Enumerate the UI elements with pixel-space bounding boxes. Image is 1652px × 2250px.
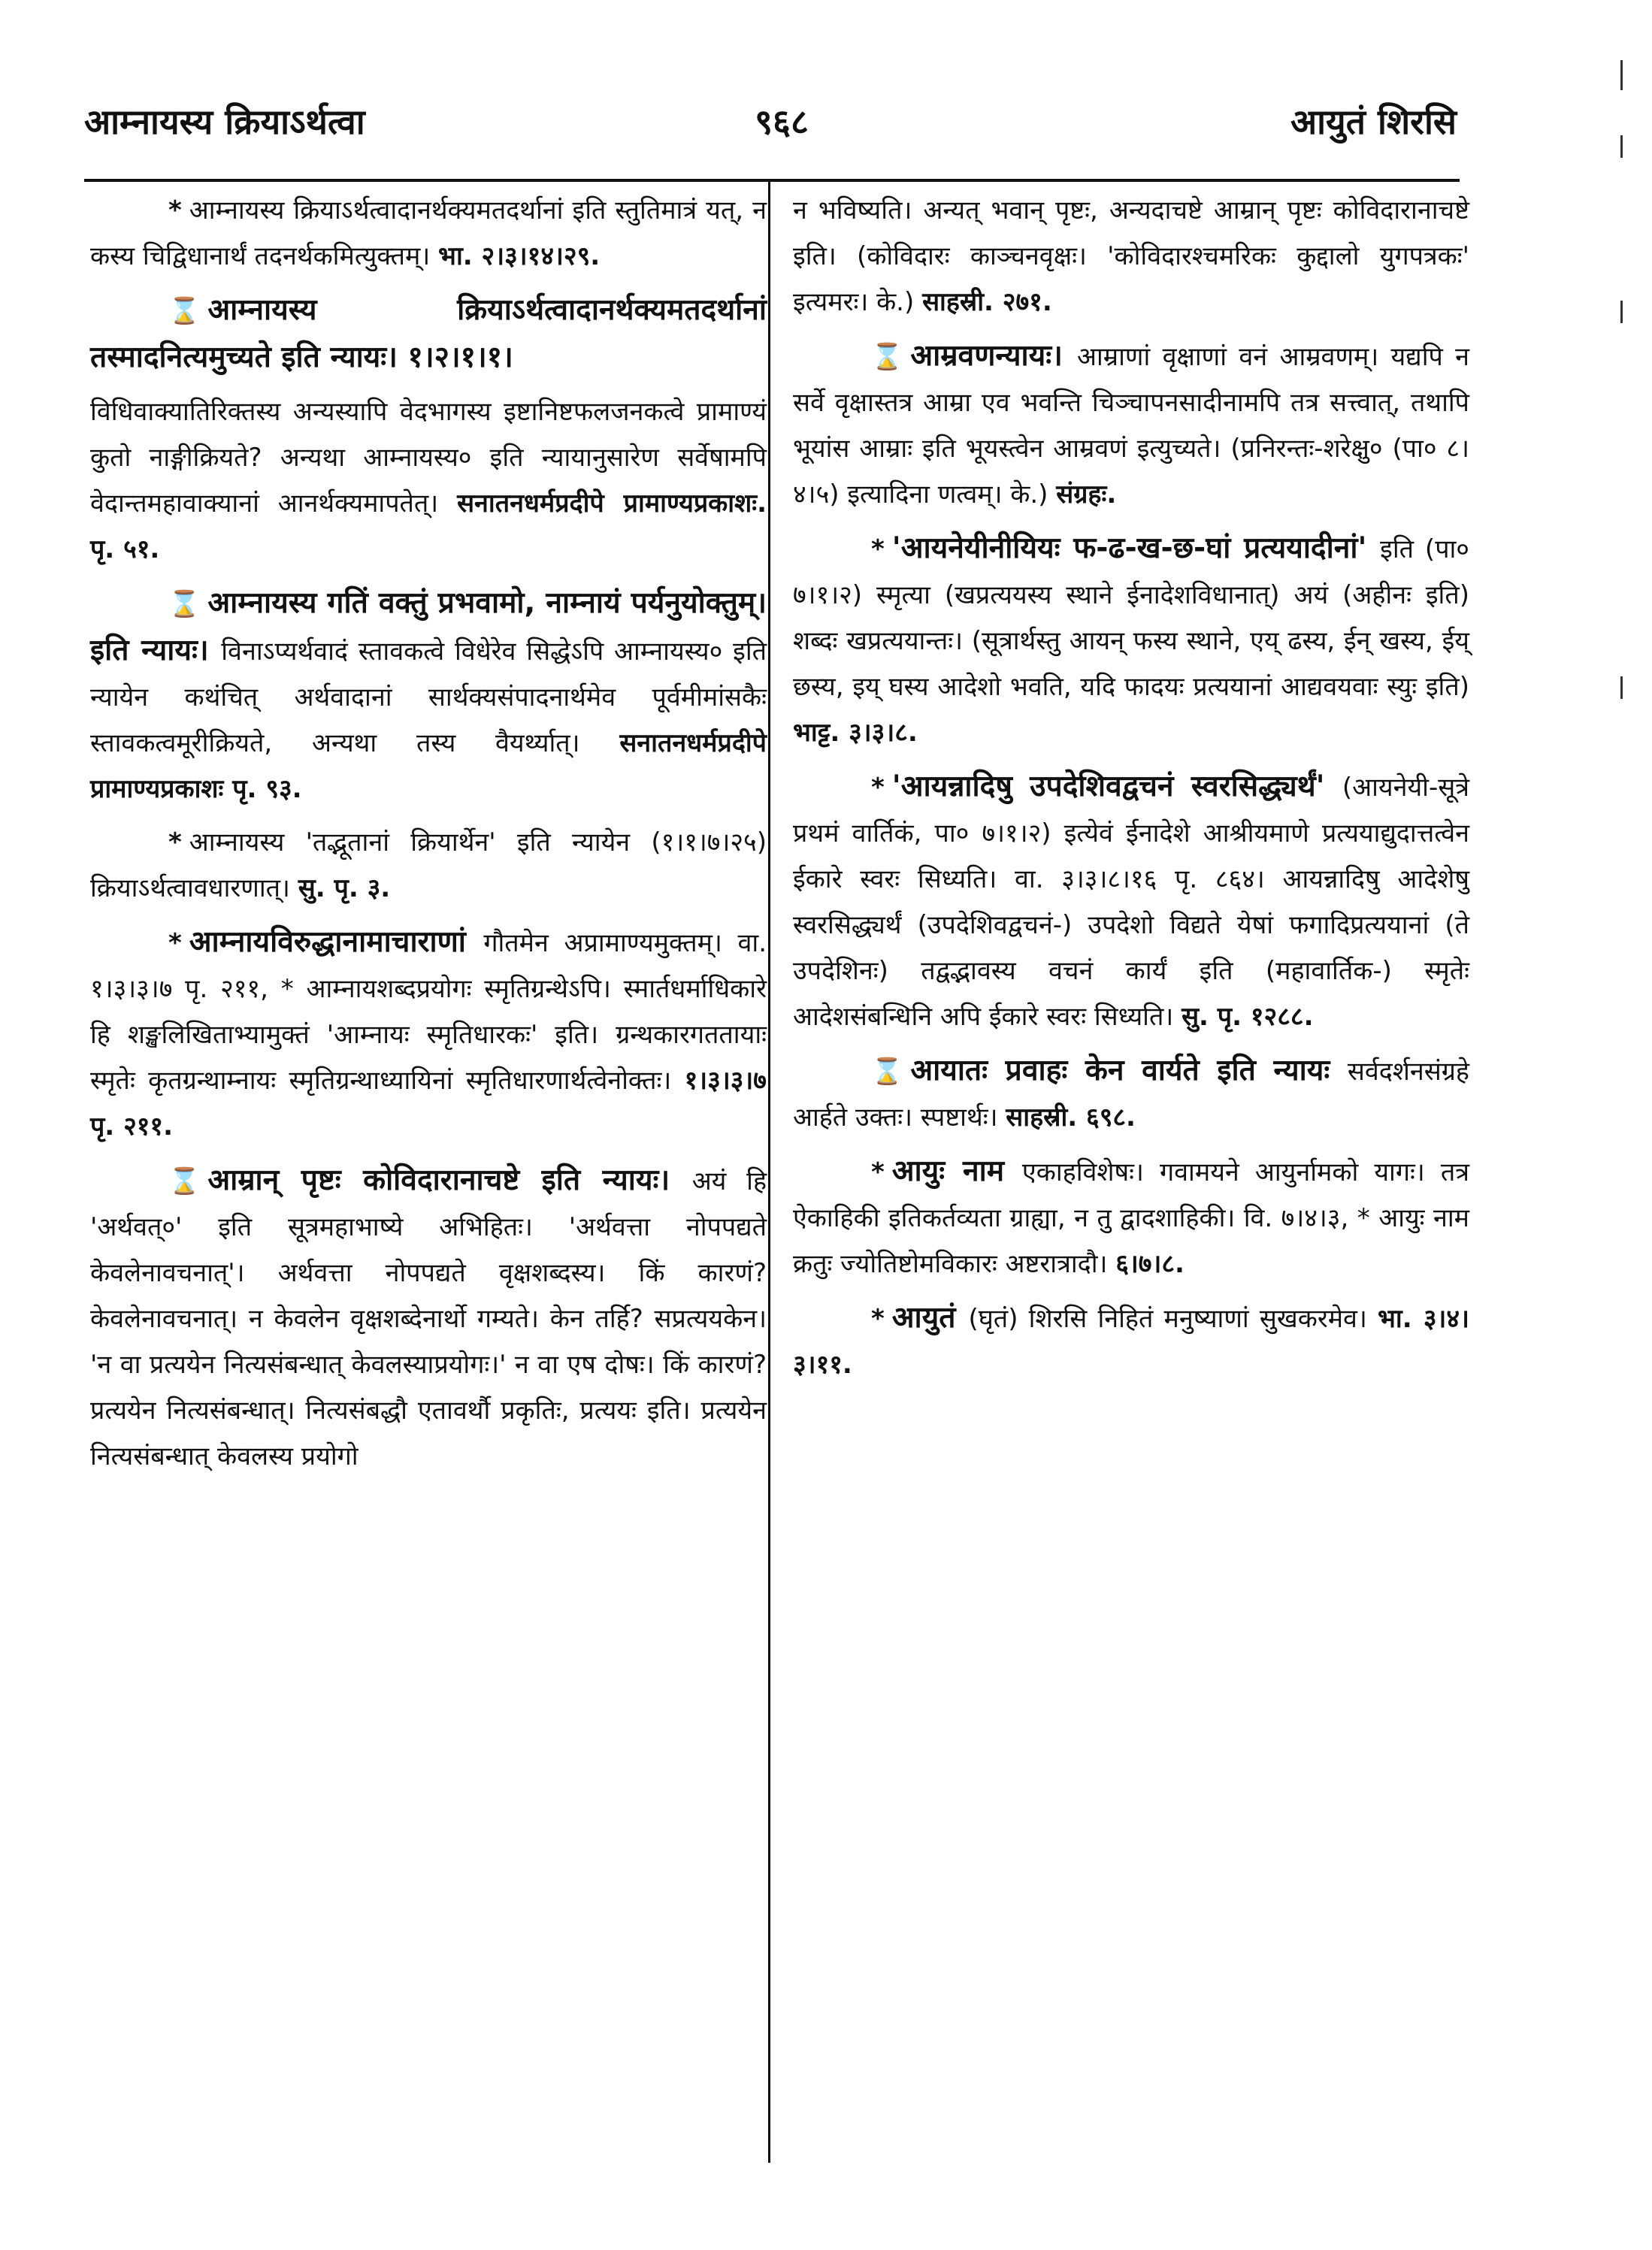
nyaya-marker-icon: ⌛ xyxy=(168,1166,201,1196)
asterisk-marker-icon: * xyxy=(871,773,885,803)
nyaya-marker-icon: ⌛ xyxy=(168,589,201,619)
edge-mark xyxy=(1620,676,1623,699)
entry-headword: आम्नायविरुद्धानामाचाराणां xyxy=(189,925,484,959)
entry xyxy=(90,919,767,1150)
entry-text: विनाऽप्यर्थवादं स्तावकत्वे विधेरेव सिद्धेऽपि आम्नायस्य० इति न्यायेन कथंचित् अर्थवादानां सार्थक्यसंपादनार्थमेव पूर्वमीमांसकैः स्तावकत्वमूरीक्रियते, अन्यथा तस्य वैयर्थ्यात्। xyxy=(90,637,767,758)
entry-text: इति (पा० ७।१।२) स्मृत्या (खप्रत्ययस्य स्थाने ईनादेशविधानात्) अयं (अहीनः इति) शब्दः खप्रत्ययान्तः। (सूत्रार्थस्तु आयन् फस्य स्थाने, एय् ढस्य, ईन् खस्य, ईय् छस्य, इय् घस्य आदेशो भवति, यदि फादयः प्रत्ययानां आद्यवयवाः स्युः इति) xyxy=(793,534,1469,702)
entry-text: एकाहविशेषः। गवामयने आयुर्नामको यागः। तत्र ऐकाहिकी इतिकर्तव्यता ग्राह्या, न तु द्वादशाहिकी। वि. ७।४।३, * आयुः नाम क्रतुः ज्योतिष्टोमविकारः अष्टरात्रादौ। xyxy=(793,1157,1469,1279)
entry xyxy=(90,580,767,812)
asterisk-marker-icon: * xyxy=(871,1157,885,1187)
edge-mark xyxy=(1620,60,1623,90)
entry-reference: भा. २।३।१४।२९. xyxy=(438,241,601,271)
entry xyxy=(793,1295,1469,1388)
entry-reference: भाट्ट. ३।३।८. xyxy=(793,718,918,748)
column-divider xyxy=(768,179,770,2163)
entry xyxy=(793,188,1469,325)
entry-headword: आम्नायस्य क्रियाऽर्थत्वादानर्थक्यमतदर्थानां तस्मादनित्यमुच्यते इति न्यायः। १।२।१।१। xyxy=(90,293,767,374)
entry-headword: 'आयनेयीनीयियः फ-ढ-ख-छ-घां प्रत्ययादीनां' xyxy=(891,531,1381,565)
entry-reference: सु. पृ. ३. xyxy=(298,873,391,903)
asterisk-marker-icon: * xyxy=(168,195,182,225)
entry-text: विधिवाक्यातिरिक्तस्य अन्यस्यापि वेदभागस्य इष्टानिष्टफलजनकत्वे प्रामाण्यं कुतो नाङ्गीक्रियते? अन्यथा आम्नायस्य० इति न्यायानुसारेण सर्वेषामपि वेदान्तमहावाक्यानां आनर्थक्यमापतेत्। xyxy=(90,397,767,519)
asterisk-marker-icon: * xyxy=(168,928,182,958)
entry-text: सर्वदर्शनसंग्रहे आर्हते उक्तः। स्पष्टार्थः। xyxy=(793,1057,1469,1133)
asterisk-marker-icon: * xyxy=(871,1304,885,1334)
entry-text: (आयनेयी-सूत्रे प्रथमं वार्तिकं, पा० ७।१।२) इत्येवं ईनादेशे आश्रीयमाणे प्रत्ययाद्युदात्तत्वेन ईकारे स्वरः सिध्यति। वा. ३।३।८।१६ पृ. ८६४। आयन्नादिषु आदेशेषु स्वरसिद्ध्यर्थं (उपदेशिवद्वचनं-) उपदेशो विद्यते येषां फगादिप्रत्ययानां (ते उपदेशिनः) तद्वद्भावस्य वचनं कार्यं इति (महावार्तिक-) स्मृतेः आदेशसंबन्धिनि अपि ईकारे स्वरः सिध्यति। xyxy=(793,773,1469,1032)
entry-text: गौतमेन अप्रामाण्यमुक्तम्। वा. १।३।३।७ पृ. २११, * आम्नायशब्दप्रयोगः स्मृतिग्रन्थेऽपि। स्मार्तधर्माधिकारे हि शङ्खलिखिताभ्यामुक्तं 'आम्नायः स्मृतिधारकः' इति। ग्रन्थकारगततायाः स्मृतेः कृतग्रन्थाम्नायः स्मृतिग्रन्थाध्यायिनां स्मृतिधारणार्थत्वेनोक्तः। xyxy=(90,928,767,1096)
entry xyxy=(793,1148,1469,1287)
right-column xyxy=(793,188,1469,1396)
entry-headword: आयुः नाम xyxy=(891,1154,1022,1188)
entry-reference: साहस्री. २७१. xyxy=(922,287,1052,317)
entry-headword: आम्नायस्य गतिं वक्तुं प्रभवामो, नाम्नायं पर्यनुयोक्तुम्। इति न्यायः। xyxy=(90,586,767,667)
entry-reference: सनातनधर्मप्रदीपे प्रामाण्यप्रकाशः पृ. ९३. xyxy=(90,728,767,804)
entry-reference: १।३।३।७ पृ. २११. xyxy=(90,1066,767,1142)
entry-reference: सनातनधर्मप्रदीपे प्रामाण्यप्रकाशः. पृ. ५१. xyxy=(90,488,767,564)
entry-headword: आयुतं xyxy=(891,1301,969,1335)
entry-headword: आयातः प्रवाहः केन वार्यते इति न्यायः xyxy=(910,1054,1348,1087)
entry-text: अयं हि 'अर्थवत्०' इति सूत्रमहाभाष्ये अभिहितः। 'अर्थवत्ता नोपपद्यते केवलेनावचनात्'। अर्थवत्ता नोपपद्यते वृक्षशब्दस्य। किं कारणं? केवलेनावचनात्। न केवलेन वृक्षशब्देनार्थो गम्यते। केन तर्हि? सप्रत्ययकेन। 'न वा प्रत्ययेन नित्यसंबन्धात् केवलस्याप्रयोगः।' न वा एष दोषः। किं कारणं? प्रत्ययेन नित्यसंबन्धात्। नित्यसंबद्धौ एतावर्थौ प्रकृतिः, प्रत्ययः इति। प्रत्ययेन नित्यसंबन्धात् केवलस्य प्रयोगो xyxy=(90,1166,767,1471)
running-head-right: आयुतं शिरसि xyxy=(1290,101,1457,142)
entry-reference: सु. पृ. १२८८. xyxy=(1182,1002,1314,1032)
scan-edge-marks xyxy=(1614,30,1629,782)
entry-headword: 'आयन्नादिषु उपदेशिवद्वचनं स्वरसिद्ध्यर्थं' xyxy=(891,770,1342,803)
nyaya-marker-icon: ⌛ xyxy=(871,342,903,372)
header-rule xyxy=(84,179,1460,182)
nyaya-marker-icon: ⌛ xyxy=(871,1057,903,1087)
entry xyxy=(793,525,1469,756)
left-column xyxy=(90,188,767,1487)
running-head-left: आम्नायस्य क्रियाऽर्थत्वा xyxy=(84,101,365,142)
entry-reference: संग्रहः. xyxy=(1056,479,1117,510)
entry xyxy=(793,333,1469,518)
entry xyxy=(90,287,767,382)
edge-mark xyxy=(1620,301,1623,323)
entry-headword: आम्रवणन्यायः। xyxy=(910,339,1077,373)
edge-mark xyxy=(1620,135,1623,158)
entry xyxy=(90,1157,767,1480)
entry xyxy=(90,389,767,573)
nyaya-marker-icon: ⌛ xyxy=(168,296,201,326)
entry-text: (घृतं) शिरसि निहितं मनुष्याणां सुखकरमेव। xyxy=(968,1304,1378,1334)
entry-reference: भा. ३।४।३।११. xyxy=(793,1304,1469,1380)
entry xyxy=(793,764,1469,1040)
entry-text: आम्नायस्य क्रियाऽर्थत्वादानर्थक्यमतदर्थानां इति स्तुतिमात्रं यत्, न कस्य चिद्विधानार्थं तदनर्थकमित्युक्तम्। xyxy=(90,195,767,271)
entry-reference: साहस्री. ६९८. xyxy=(1006,1102,1136,1133)
entry-reference: ६।७।८. xyxy=(1115,1249,1185,1279)
entry-text: आम्राणां वृक्षाणां वनं आम्रवणम्। यद्यपि न सर्वे वृक्षास्तत्र आम्रा एव भवन्ति चिञ्चापनसादीनामपि तत्र सत्त्वात्, तथापि भूयांस आम्राः इति भूयस्त्वेन आम्रवणं इत्युच्यते। (प्रनिरन्तः-शरेक्षु० (पा० ८।४।५) इत्यादिना णत्वम्। के.) xyxy=(793,342,1469,510)
page-number: ९६८ xyxy=(755,101,809,142)
entry xyxy=(90,188,767,280)
entry xyxy=(793,1048,1469,1141)
entry-headword: आम्रान् पृष्टः कोविदारानाचष्टे इति न्यायः। xyxy=(207,1163,692,1197)
asterisk-marker-icon: * xyxy=(168,827,182,857)
entry xyxy=(90,820,767,912)
entry-text: आम्नायस्य 'तद्भूतानां क्रियार्थेन' इति न्यायेन (१।१।७।२५) क्रियाऽर्थत्वावधारणात्। xyxy=(90,827,767,903)
asterisk-marker-icon: * xyxy=(871,534,885,564)
entry-text: न भविष्यति। अन्यत् भवान् पृष्टः, अन्यदाचष्टे आम्रान् पृष्टः कोविदारानाचष्टे इति। (कोविदारः काञ्चनवृक्षः। 'कोविदारश्चमरिकः कुद्दालो युगपत्रकः' इत्यमरः। के.) xyxy=(793,195,1469,317)
